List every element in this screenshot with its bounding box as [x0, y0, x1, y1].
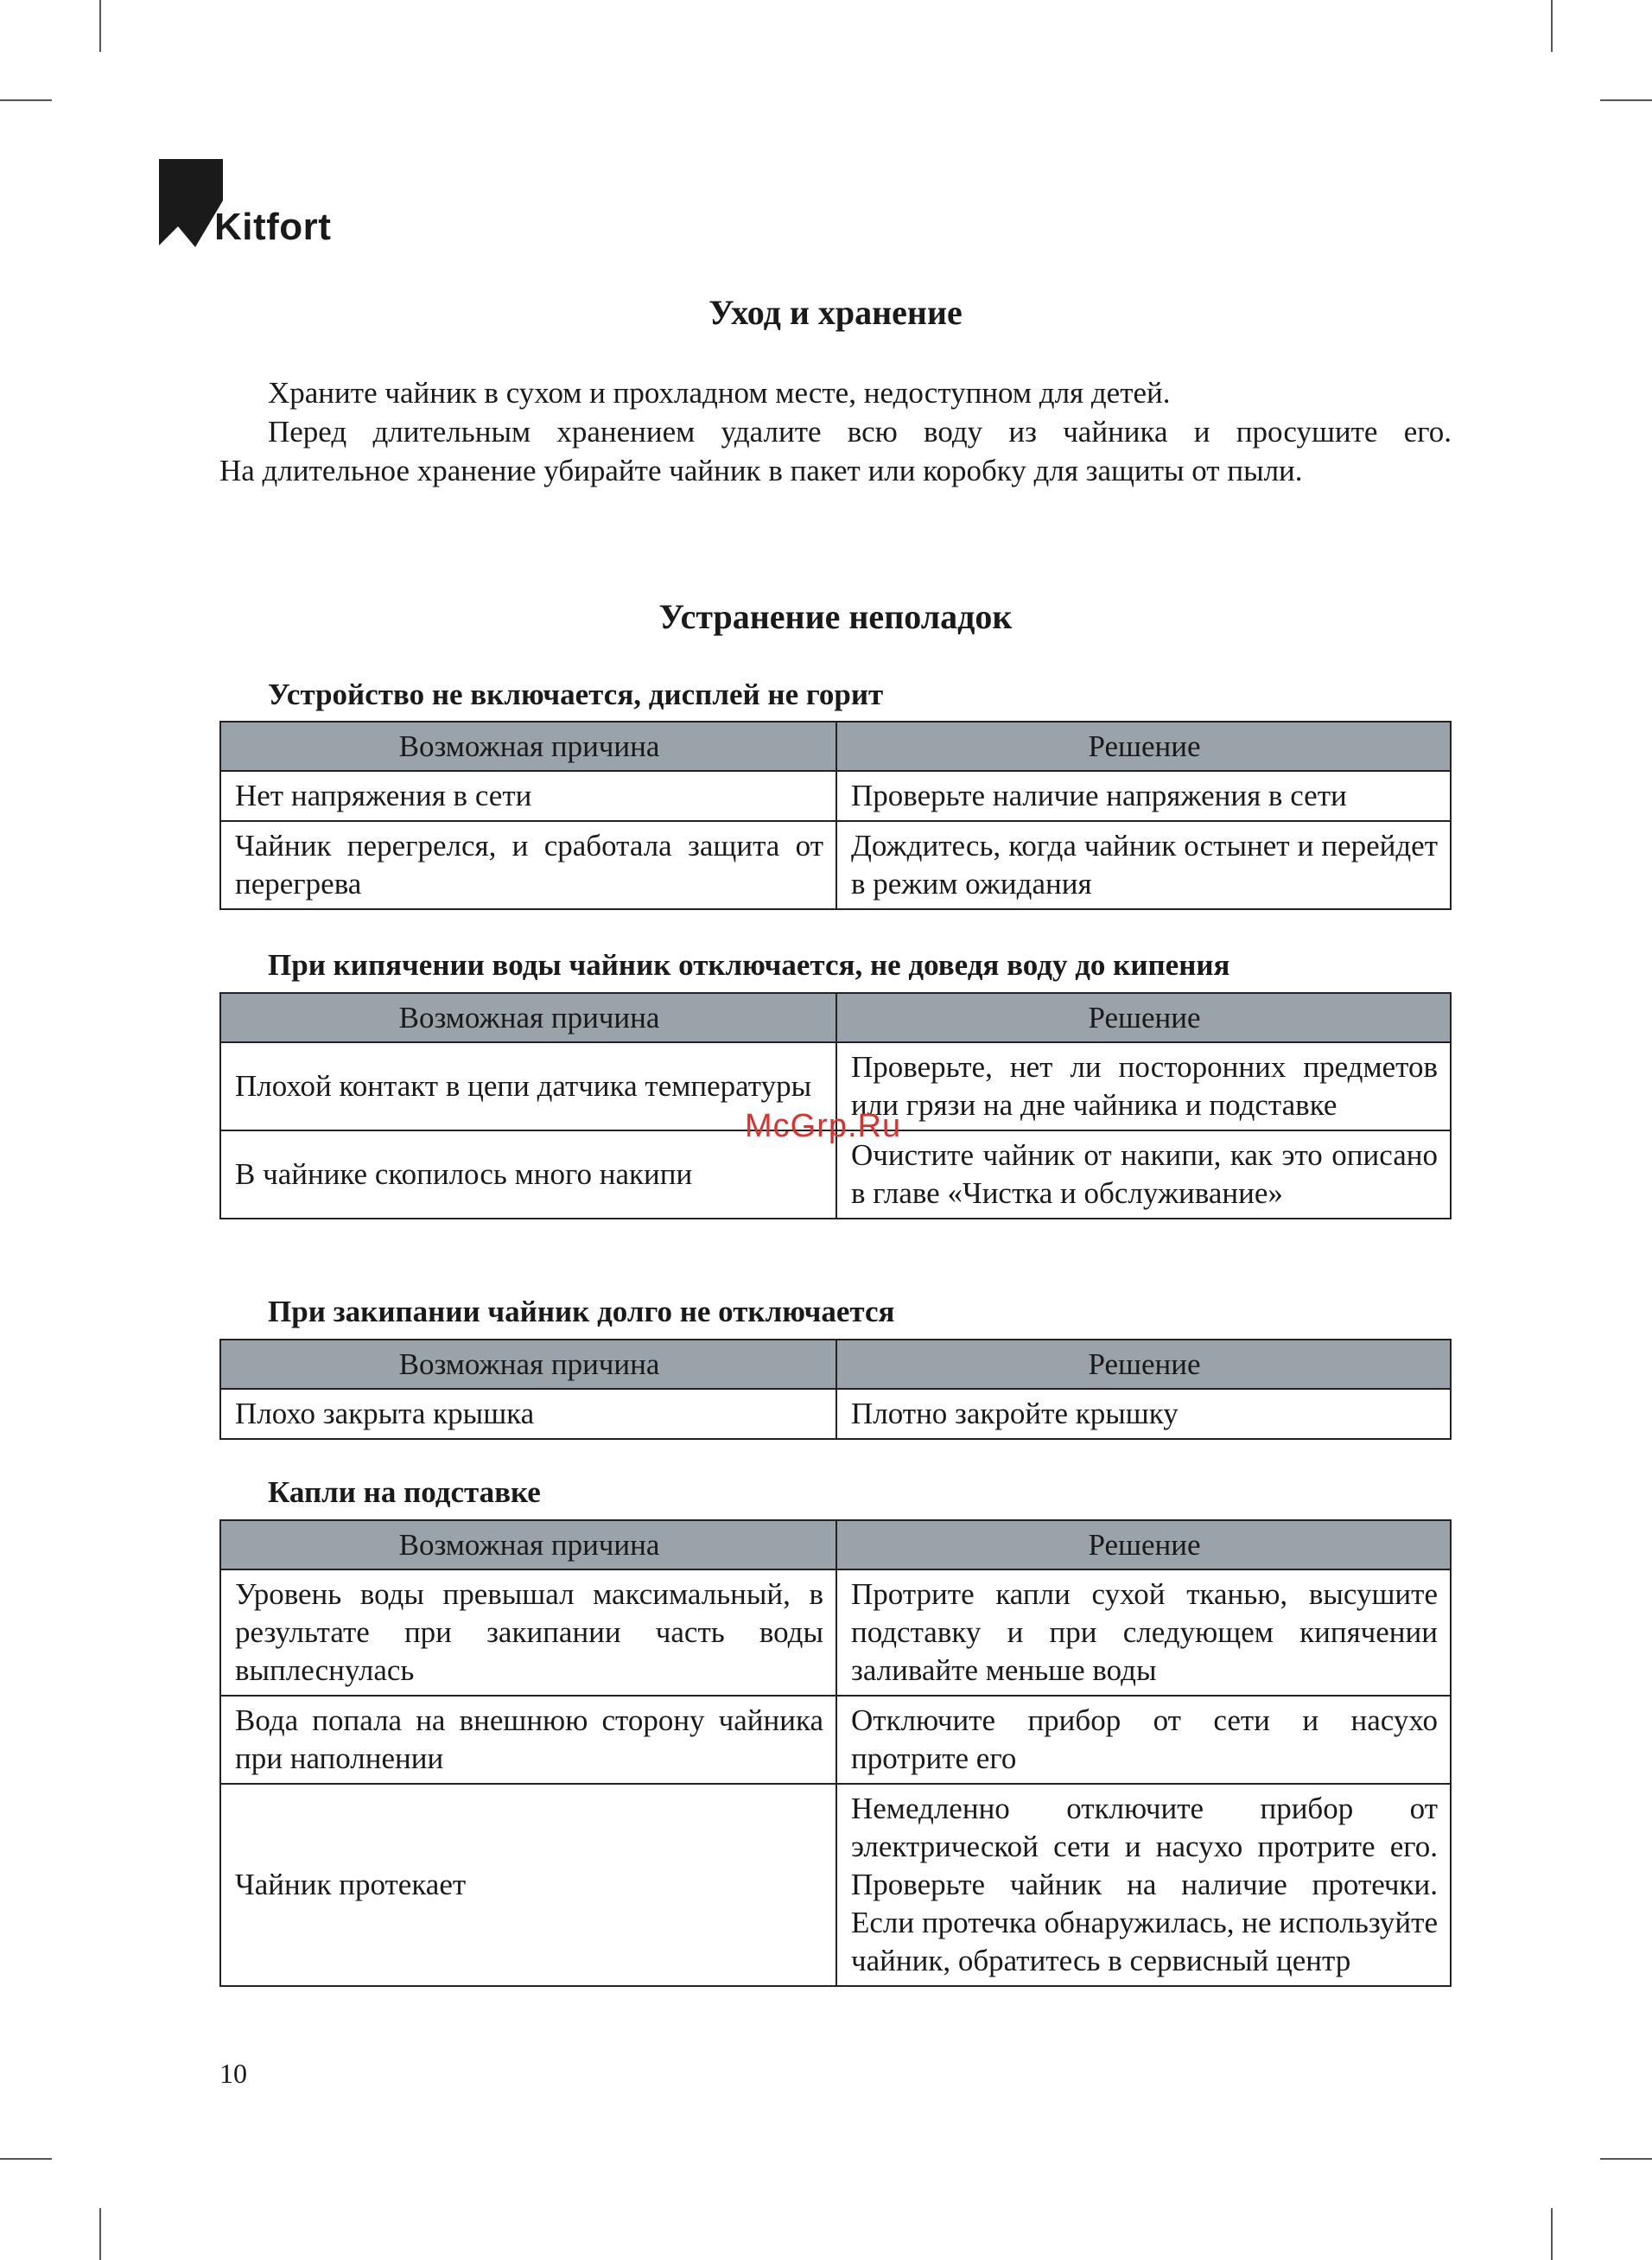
solution-cell: Плотно закройте крышку [836, 1389, 1451, 1439]
cause-cell: Чайник протекает [220, 1784, 836, 1986]
table-header-row [220, 993, 1451, 1042]
troubleshooting-table [219, 992, 1452, 1219]
problem-title: При кипячении воды чайник отключается, не доведя воду до кипения [268, 948, 1230, 982]
header-cause: Возможная причина [220, 722, 836, 771]
brand-name: Kitfort [214, 206, 332, 248]
care-paragraph: Храните чайник в сухом и прохладном месте, недоступном для детей. [268, 376, 1171, 410]
solution-cell: Проверьте наличие напряжения в сети [836, 771, 1451, 821]
crop-mark [1600, 99, 1652, 101]
table-header-row [220, 722, 1451, 771]
table-row [220, 1696, 1451, 1784]
cause-cell: Чайник перегрелся, и сработала защита от перегрева [220, 821, 836, 909]
header-cause: Возможная причина [220, 993, 836, 1042]
header-solution: Решение [836, 722, 1451, 771]
table-row [220, 1569, 1451, 1696]
cause-cell: Вода попала на внешнюю сторону чайника при наполнении [220, 1696, 836, 1784]
troubleshooting-table [219, 1519, 1452, 1987]
solution-cell: Очистите чайник от накипи, как это описано в главе «Чистка и обслуживание» [836, 1130, 1451, 1219]
table-row [220, 1784, 1451, 1986]
crop-mark [99, 2208, 101, 2260]
troubleshooting-table [219, 721, 1452, 910]
header-cause: Возможная причина [220, 1520, 836, 1569]
care-text [219, 373, 1452, 490]
care-title: Уход и хранение [708, 293, 963, 332]
problem-title: Капли на подставке [268, 1475, 541, 1509]
troubleshooting-title: Устранение неполадок [658, 597, 1013, 636]
cause-cell: Плохой контакт в цепи датчика температуры [220, 1042, 836, 1130]
problem-title: При закипании чайник долго не отключается [268, 1295, 895, 1328]
crop-mark [0, 99, 52, 101]
crop-mark [99, 0, 101, 52]
crop-mark [1600, 2158, 1652, 2160]
cause-cell: В чайнике скопилось много накипи [220, 1130, 836, 1219]
solution-cell: Немедленно отключите прибор от электрической сети и насухо протрите его. Проверьте чайник на наличие протечки. Если протечка обнаружилась, не используйте чайник, обратитесь в сервисный центр [836, 1784, 1451, 1986]
troubleshooting-table [219, 1339, 1452, 1440]
watermark: McGrp.Ru [745, 1108, 902, 1144]
solution-cell: Отключите прибор от сети и насухо протрите его [836, 1696, 1451, 1784]
cause-cell: Плохо закрыта крышка [220, 1389, 836, 1439]
table-header-row [220, 1520, 1451, 1569]
crop-mark [1551, 2208, 1553, 2260]
care-paragraph: На длительное хранение убирайте чайник в пакет или коробку для защиты от пыли. [219, 454, 1303, 487]
table-header-row [220, 1340, 1451, 1389]
crop-mark [0, 2158, 52, 2160]
cause-cell: Нет напряжения в сети [220, 771, 836, 821]
solution-cell: Дождитесь, когда чайник остынет и перейдет в режим ожидания [836, 821, 1451, 909]
table-row [220, 1389, 1451, 1439]
solution-cell: Проверьте, нет ли посторонних предметов или грязи на дне чайника и подставке [836, 1042, 1451, 1130]
table-row [220, 771, 1451, 821]
cause-cell: Уровень воды превышал максимальный, в результате при закипании часть воды выплеснулась [220, 1569, 836, 1696]
header-solution: Решение [836, 1340, 1451, 1389]
header-solution: Решение [836, 1520, 1451, 1569]
header-cause: Возможная причина [220, 1340, 836, 1389]
header-solution: Решение [836, 993, 1451, 1042]
page-number: 10 [219, 2058, 247, 2089]
table-row [220, 821, 1451, 909]
problem-title: Устройство не включается, дисплей не горит [268, 678, 884, 711]
crop-mark [1551, 0, 1553, 52]
care-paragraph: Перед длительным хранением удалите всю воду из чайника и просушите его. [268, 415, 1452, 449]
solution-cell: Протрите капли сухой тканью, высушите подставку и при следующем кипячении заливайте меньше воды [836, 1569, 1451, 1696]
